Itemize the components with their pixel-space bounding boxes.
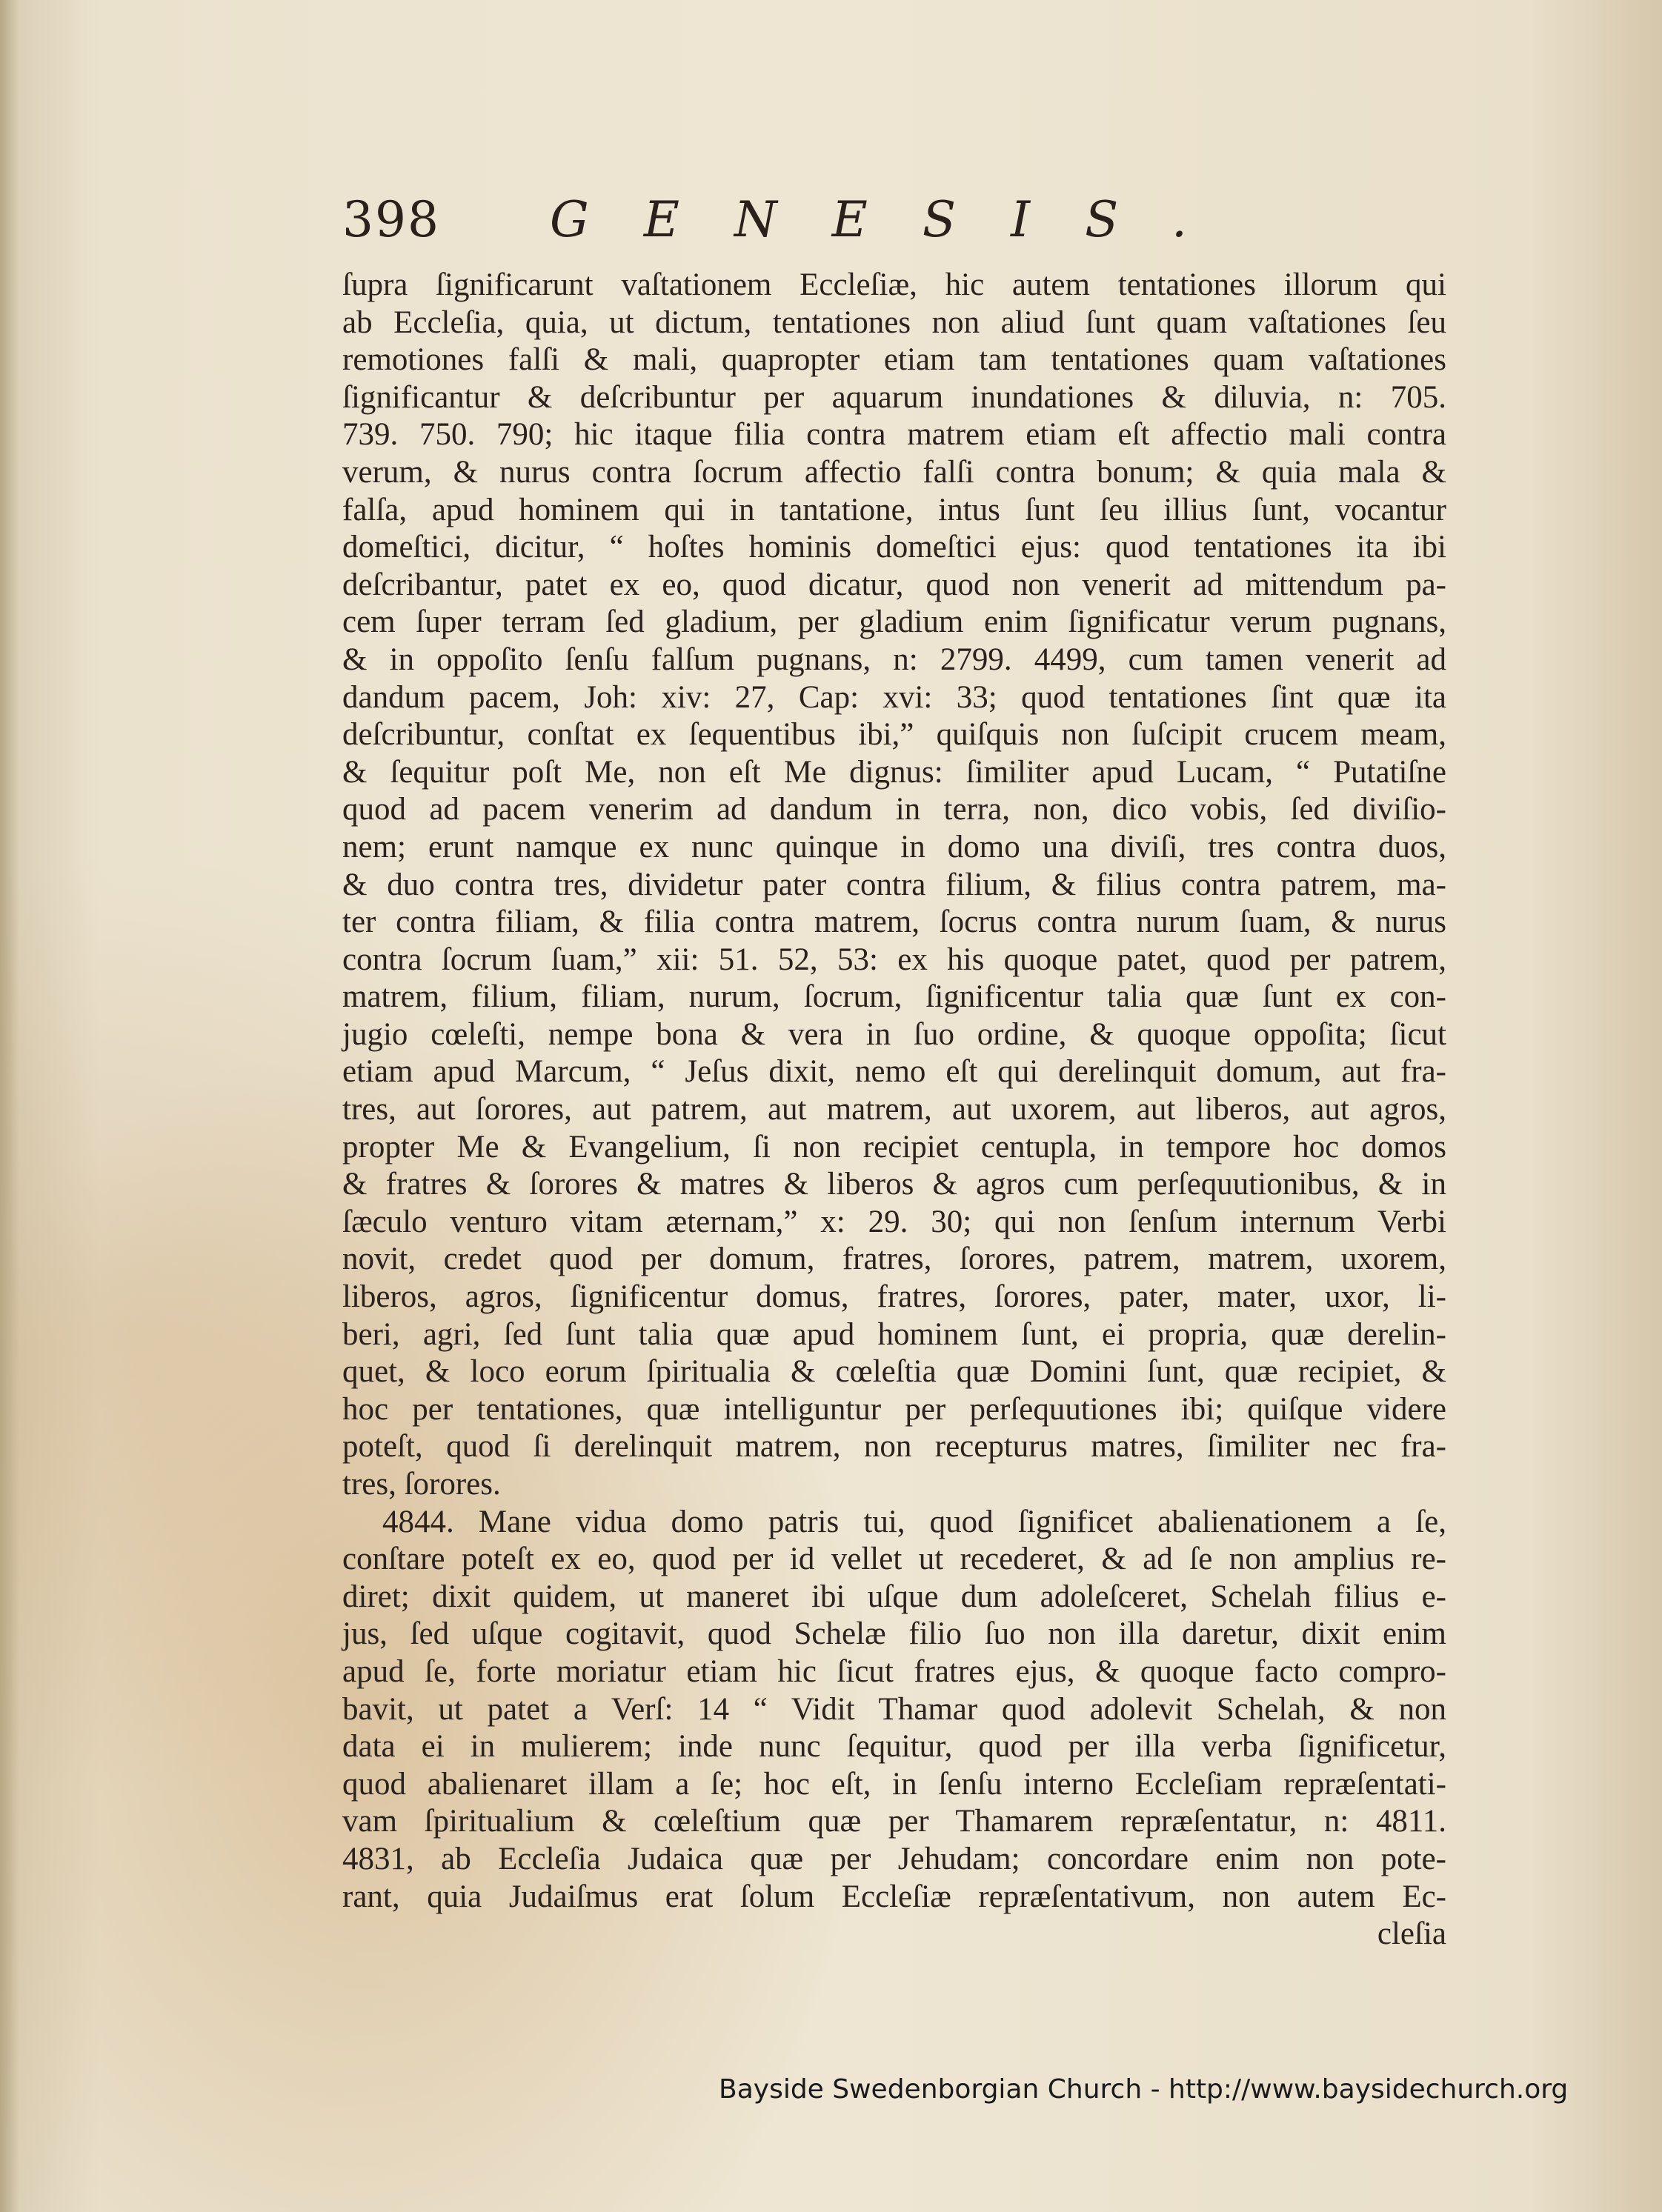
text-line: liberos, agros, ſignificentur domus, fratres, ſorores, pater, mater, uxor, li- bbox=[342, 1279, 1446, 1315]
text-line: data ei in mulierem; inde nunc ſequitur, quod per illa verba ſignificetur, bbox=[342, 1729, 1446, 1765]
text-line: poteſt, quod ſi derelinquit matrem, non recepturus matres, ſimiliter nec fra- bbox=[342, 1429, 1446, 1465]
text-line: ſignificantur & deſcribuntur per aquarum inundationes & diluvia, n: 705. bbox=[342, 379, 1446, 415]
text-line: remotiones falſi & mali, quapropter etiam tam tentationes quam vaſtationes bbox=[342, 342, 1446, 378]
text-line: vam ſpiritualium & cœleſtium quæ per Thamarem repræſentatur, n: 4811. bbox=[342, 1804, 1446, 1839]
text-line: & in oppoſito ſenſu falſum pugnans, n: 2799. 4499, cum tamen venerit ad bbox=[342, 642, 1446, 677]
text-line: ſæculo venturo vitam æternam,” x: 29. 30; qui non ſenſum internum Verbi bbox=[342, 1204, 1446, 1239]
text-line: novit, credet quod per domum, fratres, ſorores, patrem, matrem, uxorem, bbox=[342, 1242, 1446, 1277]
body-text bbox=[342, 267, 1446, 1953]
text-line: bavit, ut patet a Verſ: 14 “ Vidit Thamar quod adolevit Schelah, & non bbox=[342, 1691, 1446, 1727]
text-line: propter Me & Evangelium, ſi non recipiet centupla, in tempore hoc domos bbox=[342, 1129, 1446, 1165]
text-line: dandum pacem, Joh: xiv: 27, Cap: xvi: 33; quod tentationes ſint quæ ita bbox=[342, 679, 1446, 715]
text-line: deſcribantur, patet ex eo, quod dicatur, quod non venerit ad mittendum pa- bbox=[342, 567, 1446, 602]
text-line: & fratres & ſorores & matres & liberos & agros cum perſequutionibus, & in bbox=[342, 1167, 1446, 1202]
text-line: 739. 750. 790; hic itaque filia contra matrem etiam eſt affectio mali contra bbox=[342, 417, 1446, 453]
text-line: quod ad pacem venerim ad dandum in terra, non, dico vobis, ſed diviſio- bbox=[342, 792, 1446, 827]
text-line: domeſtici, dicitur, “ hoſtes hominis domeſtici ejus: quod tentationes ita ibi bbox=[342, 530, 1446, 565]
text-line: ab Eccleſia, quia, ut dictum, tentationes non aliud ſunt quam vaſtationes ſeu bbox=[342, 304, 1446, 340]
text-line: hoc per tentationes, quæ intelliguntur per perſequutiones ibi; quiſque videre bbox=[342, 1391, 1446, 1427]
text-line: deſcribuntur, conſtat ex ſequentibus ibi,” quiſquis non ſuſcipit crucem meam, bbox=[342, 717, 1446, 753]
text-line: cem ſuper terram ſed gladium, per gladium enim ſignificatur verum pugnans, bbox=[342, 604, 1446, 640]
section-start-line: 4844. Mane vidua domo patris tui, quod ſignificet abalienationem a ſe, bbox=[382, 1504, 1446, 1539]
text-line: verum, & nurus contra ſocrum affectio falſi contra bonum; & quia mala & bbox=[342, 454, 1446, 490]
text-line: & duo contra tres, dividetur pater contra filium, & filius contra patrem, ma- bbox=[342, 867, 1446, 902]
footer-credit: Bayside Swedenborgian Church - http://www.baysidechurch.org bbox=[719, 2074, 1569, 2105]
text-line: nem; erunt namque ex nunc quinque in domo una diviſi, tres contra duos, bbox=[342, 829, 1446, 865]
text-line: rant, quia Judaiſmus erat ſolum Eccleſiæ repræſentativum, non autem Ec- bbox=[342, 1879, 1446, 1914]
text-line: quet, & loco eorum ſpiritualia & cœleſtia quæ Domini ſunt, quæ recipiet, & bbox=[342, 1354, 1446, 1390]
running-title: GENESIS. bbox=[550, 191, 1242, 248]
page-edge-shadow bbox=[0, 0, 19, 2212]
text-line: beri, agri, ſed ſunt talia quæ apud hominem ſunt, ei propria, quæ derelin- bbox=[342, 1316, 1446, 1352]
text-line: & ſequitur poſt Me, non eſt Me dignus: ſimiliter apud Lucam, “ Putatiſne bbox=[342, 754, 1446, 790]
text-line: falſa, apud hominem qui in tantatione, intus ſunt ſeu illius ſunt, vocantur bbox=[342, 492, 1446, 527]
text-line: diret; dixit quidem, ut maneret ibi uſque dum adoleſceret, Schelah filius e- bbox=[342, 1579, 1446, 1614]
catchword: cleſia bbox=[1377, 1916, 1446, 1952]
text-line: jus, ſed uſque cogitavit, quod Schelæ filio ſuo non illa daretur, dixit enim bbox=[342, 1616, 1446, 1652]
text-line: etiam apud Marcum, “ Jeſus dixit, nemo eſt qui derelinquit domum, aut fra- bbox=[342, 1054, 1446, 1090]
text-line: 4831, ab Eccleſia Judaica quæ per Jehudam; concordare enim non pote- bbox=[342, 1841, 1446, 1876]
text-line: quod abalienaret illam a ſe; hoc eſt, in ſenſu interno Eccleſiam repræſentati- bbox=[342, 1766, 1446, 1802]
text-line: matrem, filium, filiam, nurum, ſocrum, ſignificentur talia quæ ſunt ex con- bbox=[342, 979, 1446, 1015]
text-line: tres, ſorores. bbox=[342, 1467, 501, 1502]
text-line: contra ſocrum ſuam,” xii: 51. 52, 53: ex his quoque patet, quod per patrem, bbox=[342, 942, 1446, 977]
text-line: conſtare poteſt ex eo, quod per id vellet ut recederet, & ad ſe non amplius re- bbox=[342, 1542, 1446, 1577]
text-line: ter contra filiam, & filia contra matrem, ſocrus contra nurum ſuam, & nurus bbox=[342, 905, 1446, 940]
text-line: tres, aut ſorores, aut patrem, aut matrem, aut uxorem, aut liberos, aut agros, bbox=[342, 1092, 1446, 1127]
text-line: jugio cœleſti, nempe bona & vera in ſuo ordine, & quoque oppoſita; ſicut bbox=[342, 1016, 1446, 1052]
page-number: 398 bbox=[342, 191, 440, 248]
page-header bbox=[342, 184, 1306, 265]
text-line: ſupra ſignificarunt vaſtationem Eccleſiæ, hic autem tentationes illorum qui bbox=[342, 267, 1446, 302]
text-line: apud ſe, forte moriatur etiam hic ſicut fratres ejus, & quoque facto compro- bbox=[342, 1653, 1446, 1689]
